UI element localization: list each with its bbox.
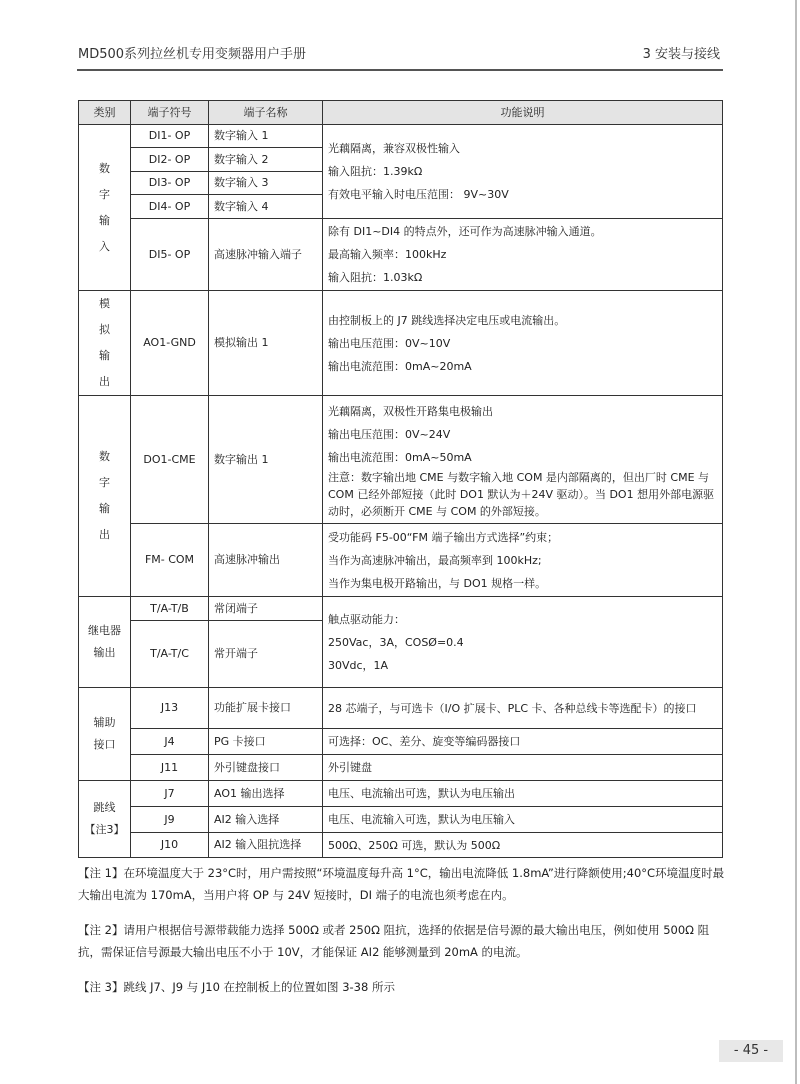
note-1: 【注 1】在环境温度大于 23°C时，用户需按照“环境温度每升高 1°C，输出电流降低 1.8mA”进行降额使用;40°C环境温度时最大输出电流为 170mA，当用户将 OP 与 24V 短接时，DI 端子的电流也须考虑在内。 bbox=[78, 866, 725, 902]
page-number: - 45 - bbox=[719, 1040, 783, 1062]
terminal-code: J10 bbox=[131, 833, 209, 858]
category-label: 入 bbox=[99, 239, 110, 253]
category-label: 模 bbox=[99, 297, 110, 310]
function-description bbox=[323, 125, 723, 219]
category-label: 输 bbox=[99, 349, 110, 362]
function-description bbox=[323, 807, 723, 833]
terminal-code: DI5- OP bbox=[131, 219, 209, 291]
function-line: 当作为集电极开路输出，与 DO1 规格一样。 bbox=[328, 576, 547, 590]
category-label: 辅助 bbox=[93, 716, 116, 729]
table-row bbox=[79, 833, 723, 858]
category-label: 数 bbox=[99, 161, 110, 175]
terminal-name: 模拟输出 1 bbox=[209, 291, 323, 396]
category-label: 数 bbox=[99, 450, 110, 463]
terminal-code: J7 bbox=[131, 781, 209, 807]
terminal-name: PG 卡接口 bbox=[209, 729, 323, 755]
terminal-name: AI2 输入阻抗选择 bbox=[209, 833, 323, 858]
function-line: 28 芯端子，与可选卡（I/O 扩展卡、PLC 卡、各种总线卡等选配卡）的接口 bbox=[328, 701, 697, 715]
function-line: 输入阻抗：1.39kΩ bbox=[328, 165, 423, 178]
function-line: 光藕隔离，兼容双极性输入 bbox=[328, 142, 460, 155]
category-label: 拟 bbox=[99, 323, 110, 336]
category-cell bbox=[79, 396, 131, 597]
category-label: 字 bbox=[99, 476, 110, 489]
page-edge bbox=[795, 0, 797, 1084]
function-line: 500Ω、250Ω 可选，默认为 500Ω bbox=[328, 838, 501, 852]
table-row bbox=[79, 729, 723, 755]
function-line: 可选择：OC、差分、旋变等编码器接口 bbox=[328, 735, 521, 748]
terminal-code: DI2- OP bbox=[131, 148, 209, 172]
column-header: 端子符号 bbox=[131, 101, 209, 125]
category-label: 接口 bbox=[93, 738, 116, 751]
function-line: 由控制板上的 J7 跳线选择决定电压或电流输出。 bbox=[328, 313, 566, 327]
terminal-code: AO1-GND bbox=[131, 291, 209, 396]
function-line: 光藕隔离，双极性开路集电极输出 bbox=[328, 404, 493, 418]
category-label: 继电器 bbox=[88, 624, 121, 637]
terminal-code: J4 bbox=[131, 729, 209, 755]
terminal-table bbox=[78, 100, 723, 858]
terminal-code: T/A-T/B bbox=[131, 597, 209, 621]
terminal-name: 数字输出 1 bbox=[209, 396, 323, 524]
terminal-name: 数字输入 4 bbox=[209, 195, 323, 219]
terminal-code: J13 bbox=[131, 688, 209, 729]
document-title: MD500系列拉丝机专用变频器用户手册 bbox=[78, 47, 307, 62]
terminal-code: DI3- OP bbox=[131, 172, 209, 195]
notes bbox=[78, 862, 728, 1011]
function-line: 30Vdc，1A bbox=[328, 658, 389, 672]
table-row bbox=[79, 396, 723, 524]
category-label: 输 bbox=[99, 213, 110, 227]
terminal-name: 数字输入 3 bbox=[209, 172, 323, 195]
category-label: 出 bbox=[99, 528, 110, 541]
terminal-code: J9 bbox=[131, 807, 209, 833]
table-row bbox=[79, 688, 723, 729]
function-description bbox=[323, 219, 723, 291]
function-line: 输出电流范围：0mA~20mA bbox=[328, 359, 472, 373]
category-label: 输 bbox=[99, 502, 110, 515]
category-label: 【注3】 bbox=[84, 823, 125, 836]
function-description bbox=[323, 688, 723, 729]
function-line: 最高输入频率：100kHz bbox=[328, 248, 447, 261]
terminal-code: DO1-CME bbox=[131, 396, 209, 524]
header-divider bbox=[77, 69, 723, 71]
function-description bbox=[323, 729, 723, 755]
table-row bbox=[79, 755, 723, 781]
function-description bbox=[323, 396, 723, 524]
terminal-code: FM- COM bbox=[131, 524, 209, 597]
terminal-name: AO1 输出选择 bbox=[209, 781, 323, 807]
terminal-name: 功能扩展卡接口 bbox=[209, 688, 323, 729]
table-row bbox=[79, 219, 723, 291]
terminal-name: 常开端子 bbox=[209, 621, 323, 688]
function-line: 注意：数字输出地 CME 与数字输入地 COM 是内部隔离的，但出厂时 CME 与 COM 已经外部短接（此时 DO1 默认为＋24V 驱动）。当 DO1 想用外部电源驱动时，必须断开 CME 与 COM 的外部短接。 bbox=[328, 470, 715, 518]
function-line: 当作为高速脉冲输出，最高频率到 100kHz; bbox=[328, 553, 542, 567]
function-description bbox=[323, 597, 723, 688]
category-cell bbox=[79, 688, 131, 781]
function-line: 250Vac，3A，COSØ=0.4 bbox=[328, 635, 464, 649]
function-line: 输出电流范围：0mA~50mA bbox=[328, 450, 472, 464]
terminal-name: 外引键盘接口 bbox=[209, 755, 323, 781]
function-line: 受功能码 F5-00“FM 端子输出方式选择”约束； bbox=[328, 530, 559, 544]
category-cell bbox=[79, 291, 131, 396]
function-line: 外引键盘 bbox=[328, 761, 372, 774]
terminal-name: 高速脉冲输入端子 bbox=[209, 219, 323, 291]
function-line: 电压、电流输出可选，默认为电压输出 bbox=[328, 787, 515, 800]
category-label: 输出 bbox=[93, 646, 116, 659]
function-line: 电压、电流输入可选，默认为电压输入 bbox=[328, 813, 515, 826]
terminal-code: T/A-T/C bbox=[131, 621, 209, 688]
column-header: 功能说明 bbox=[323, 101, 723, 125]
terminal-name: 常闭端子 bbox=[209, 597, 323, 621]
category-cell bbox=[79, 125, 131, 291]
table-row bbox=[79, 807, 723, 833]
function-description bbox=[323, 755, 723, 781]
category-cell bbox=[79, 597, 131, 688]
table-row bbox=[79, 781, 723, 807]
column-header: 端子名称 bbox=[209, 101, 323, 125]
function-line: 输出电压范围：0V~10V bbox=[328, 336, 451, 350]
function-line: 有效电平输入时电压范围： 9V~30V bbox=[328, 188, 509, 201]
function-line: 除有 DI1~DI4 的特点外，还可作为高速脉冲输入通道。 bbox=[328, 225, 602, 238]
note-3: 【注 3】跳线 J7、J9 与 J10 在控制板上的位置如图 3-38 所示 bbox=[78, 980, 395, 994]
function-description bbox=[323, 833, 723, 858]
terminal-code: DI1- OP bbox=[131, 125, 209, 148]
category-label: 字 bbox=[99, 187, 110, 201]
terminal-name: 高速脉冲输出 bbox=[209, 524, 323, 597]
function-description bbox=[323, 291, 723, 396]
table-row bbox=[79, 597, 723, 621]
function-line: 触点驱动能力： bbox=[328, 612, 405, 626]
table-row bbox=[79, 125, 723, 148]
chapter-title: 3 安装与接线 bbox=[642, 47, 720, 62]
terminal-name: 数字输入 1 bbox=[209, 125, 323, 148]
category-cell bbox=[79, 781, 131, 858]
terminal-name: AI2 输入选择 bbox=[209, 807, 323, 833]
table-row bbox=[79, 524, 723, 597]
function-description bbox=[323, 524, 723, 597]
function-line: 输出电压范围：0V~24V bbox=[328, 427, 451, 441]
terminal-name: 数字输入 2 bbox=[209, 148, 323, 172]
note-2: 【注 2】请用户根据信号源带载能力选择 500Ω 或者 250Ω 阻抗，选择的依据是信号源的最大输出电压，例如使用 500Ω 阻抗，需保证信号源最大输出电压不小于 10V，才能保证 AI2 能够测量到 20mA 的电流。 bbox=[78, 923, 710, 959]
table-row bbox=[79, 291, 723, 396]
column-header: 类别 bbox=[79, 101, 131, 125]
category-label: 跳线 bbox=[93, 801, 116, 814]
table-header-row bbox=[79, 101, 723, 125]
terminal-code: DI4- OP bbox=[131, 195, 209, 219]
category-label: 出 bbox=[99, 375, 110, 388]
function-description bbox=[323, 781, 723, 807]
terminal-code: J11 bbox=[131, 755, 209, 781]
function-line: 输入阻抗：1.03kΩ bbox=[328, 271, 423, 284]
